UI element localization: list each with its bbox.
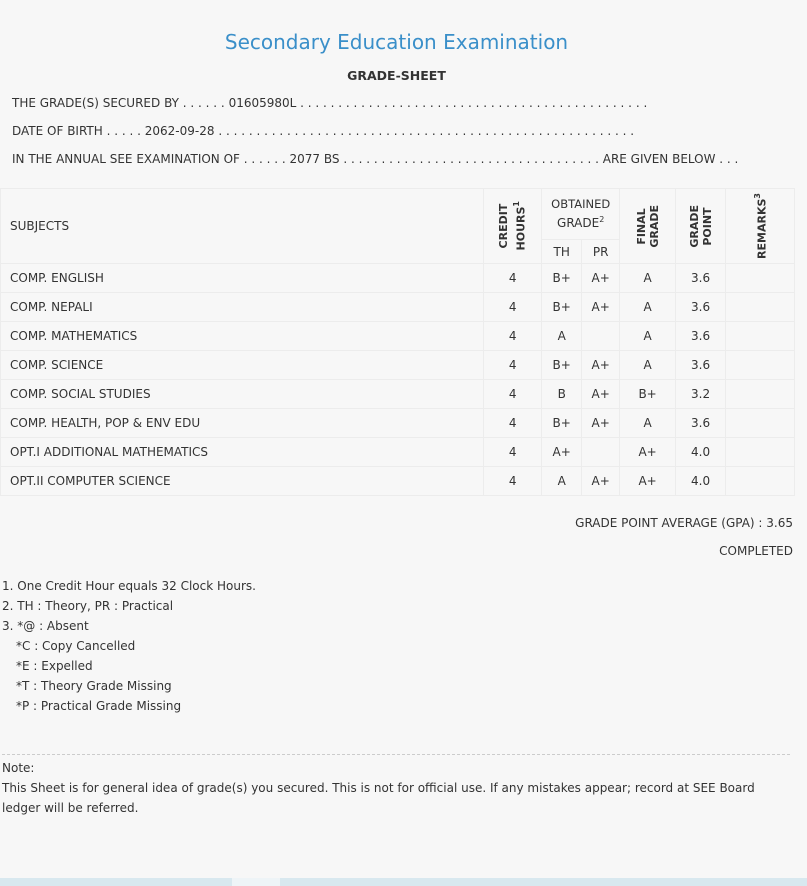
grade-point-cell: 3.6 xyxy=(676,322,726,351)
grade-point-cell: 3.6 xyxy=(676,264,726,293)
credit-hours-line2: HOURS xyxy=(515,206,529,251)
subject-cell: COMP. ENGLISH xyxy=(1,264,484,293)
remarks-cell xyxy=(726,380,795,409)
bottom-bar-segment xyxy=(232,878,280,886)
date-of-birth-line xyxy=(12,124,712,138)
final-grade-cell: A xyxy=(620,264,676,293)
grade-point-cell: 3.2 xyxy=(676,380,726,409)
obtained-sup: 2 xyxy=(599,215,605,224)
theory-grade-cell: B+ xyxy=(542,264,582,293)
bottom-bar xyxy=(0,878,807,886)
remarks-cell xyxy=(726,293,795,322)
credit-hours-cell: 4 xyxy=(484,380,542,409)
dob-dots: . . . . . . . . . . . . . . . . . . . . . . . . . . . . . . . . . . . . . . . . . . . . . . . . . . . . . . . xyxy=(214,124,635,138)
obtained-grade-header xyxy=(542,189,620,240)
practical-grade-cell: A+ xyxy=(582,264,620,293)
grade-point-cell: 3.6 xyxy=(676,409,726,438)
theory-grade-cell: B+ xyxy=(542,293,582,322)
subject-cell: COMP. MATHEMATICS xyxy=(1,322,484,351)
credit-hours-header xyxy=(484,189,542,264)
final-grade-cell: A+ xyxy=(620,467,676,496)
grade-point-cell: 4.0 xyxy=(676,438,726,467)
theory-grade-cell: B+ xyxy=(542,409,582,438)
footnote-2: 2. TH : Theory, PR : Practical xyxy=(2,599,174,613)
footnote-1: 1. One Credit Hour equals 32 Clock Hours. xyxy=(2,579,256,593)
point-line2: POINT xyxy=(700,206,714,246)
grade-point-cell: 4.0 xyxy=(676,467,726,496)
note-text: This Sheet is for general idea of grade(s) you secured. This is not for official use. If any mistakes appear; record at SEE Board ledger will be referred. xyxy=(2,781,755,815)
theory-grade-cell: A xyxy=(542,467,582,496)
footnote-3-practical-missing: *P : Practical Grade Missing xyxy=(16,699,182,713)
footnote-3: 3. *@ : Absent xyxy=(2,619,89,633)
point-line1: GRADE xyxy=(687,204,701,248)
credit-hours-cell: 4 xyxy=(484,264,542,293)
final-grade-header xyxy=(620,189,676,264)
dob-value: 2062-09-28 xyxy=(144,124,215,138)
final-grade-cell: A xyxy=(620,351,676,380)
table-row xyxy=(1,380,795,409)
remarks-cell xyxy=(726,467,795,496)
practical-grade-cell: A+ xyxy=(582,409,620,438)
table-header-row xyxy=(1,189,795,240)
grade-point-cell: 3.6 xyxy=(676,293,726,322)
table-row xyxy=(1,264,795,293)
note-divider xyxy=(2,754,790,755)
exam-tail: ARE GIVEN BELOW . . . xyxy=(602,152,739,166)
note-label: Note: xyxy=(2,761,35,775)
credit-hours-cell: 4 xyxy=(484,293,542,322)
exam-dots: . . . . . . . . . . . . . . . . . . . . . . . . . . . . . . . . . . xyxy=(339,152,603,166)
remarks-cell xyxy=(726,322,795,351)
pr-header: PR xyxy=(582,240,620,264)
final-grade-cell: A+ xyxy=(620,438,676,467)
credit-hours-cell: 4 xyxy=(484,409,542,438)
practical-grade-cell xyxy=(582,322,620,351)
secured-by-dots: . . . . . . . . . . . . . . . . . . . . . . . . . . . . . . . . . . . . . . . . . . . . . . xyxy=(296,96,648,110)
obtained-line1: OBTAINED xyxy=(551,197,611,211)
credit-hours-cell: 4 xyxy=(484,322,542,351)
gpa-label: GRADE POINT AVERAGE (GPA) : xyxy=(575,516,767,530)
table-row xyxy=(1,467,795,496)
remarks-cell xyxy=(726,351,795,380)
subject-cell: OPT.I ADDITIONAL MATHEMATICS xyxy=(1,438,484,467)
table-row xyxy=(1,409,795,438)
credit-hours-cell: 4 xyxy=(484,438,542,467)
subject-cell: COMP. SOCIAL STUDIES xyxy=(1,380,484,409)
exam-label: IN THE ANNUAL SEE EXAMINATION OF . . . . . . xyxy=(12,152,290,166)
symbol-number: 01605980L xyxy=(228,96,297,110)
exam-line xyxy=(12,152,739,166)
practical-grade-cell: A+ xyxy=(582,467,620,496)
grade-point-header xyxy=(676,189,726,264)
remarks-label: REMARKS xyxy=(755,198,769,259)
footnote-3-theory-missing: *T : Theory Grade Missing xyxy=(16,679,172,693)
status-text: COMPLETED xyxy=(719,544,793,558)
theory-grade-cell: A+ xyxy=(542,438,582,467)
exam-year: 2077 BS xyxy=(289,152,340,166)
grade-sheet-heading: GRADE-SHEET xyxy=(347,68,446,83)
footnotes xyxy=(2,576,256,716)
grades-table xyxy=(0,188,795,496)
credit-hours-cell: 4 xyxy=(484,351,542,380)
final-line2: GRADE xyxy=(647,204,661,248)
credit-hours-line1: CREDIT xyxy=(497,203,511,249)
practical-grade-cell: A+ xyxy=(582,293,620,322)
final-grade-cell: A xyxy=(620,293,676,322)
table-row xyxy=(1,351,795,380)
secured-by-line xyxy=(12,96,712,110)
note-section xyxy=(2,758,792,818)
remarks-cell xyxy=(726,264,795,293)
footnote-3-copy-cancelled: *C : Copy Cancelled xyxy=(16,639,136,653)
obtained-line2: GRADE xyxy=(557,216,600,230)
secured-by-label: THE GRADE(S) SECURED BY . . . . . . xyxy=(12,96,229,110)
subjects-header: SUBJECTS xyxy=(1,189,484,264)
theory-grade-cell: B xyxy=(542,380,582,409)
table-row xyxy=(1,293,795,322)
credit-hours-cell: 4 xyxy=(484,467,542,496)
table-row xyxy=(1,322,795,351)
theory-grade-cell: A xyxy=(542,322,582,351)
page-title: Secondary Education Examination xyxy=(224,30,569,54)
subject-cell: COMP. HEALTH, POP & ENV EDU xyxy=(1,409,484,438)
subject-cell: COMP. SCIENCE xyxy=(1,351,484,380)
gpa-value: 3.65 xyxy=(766,516,793,530)
final-line1: FINAL xyxy=(634,207,648,245)
final-grade-cell: B+ xyxy=(620,380,676,409)
remarks-cell xyxy=(726,438,795,467)
practical-grade-cell xyxy=(582,438,620,467)
subject-cell: OPT.II COMPUTER SCIENCE xyxy=(1,467,484,496)
dob-label: DATE OF BIRTH . . . . . xyxy=(12,124,145,138)
final-grade-cell: A xyxy=(620,322,676,351)
grade-point-cell: 3.6 xyxy=(676,351,726,380)
practical-grade-cell: A+ xyxy=(582,351,620,380)
final-grade-cell: A xyxy=(620,409,676,438)
practical-grade-cell: A+ xyxy=(582,380,620,409)
th-header: TH xyxy=(542,240,582,264)
remarks-cell xyxy=(726,409,795,438)
footnote-3-expelled: *E : Expelled xyxy=(16,659,93,673)
table-row xyxy=(1,438,795,467)
subject-cell: COMP. NEPALI xyxy=(1,293,484,322)
gpa-line xyxy=(575,516,793,530)
remarks-sup: 3 xyxy=(753,193,763,199)
remarks-header xyxy=(726,189,795,264)
credit-hours-sup: 1 xyxy=(512,201,522,207)
theory-grade-cell: B+ xyxy=(542,351,582,380)
